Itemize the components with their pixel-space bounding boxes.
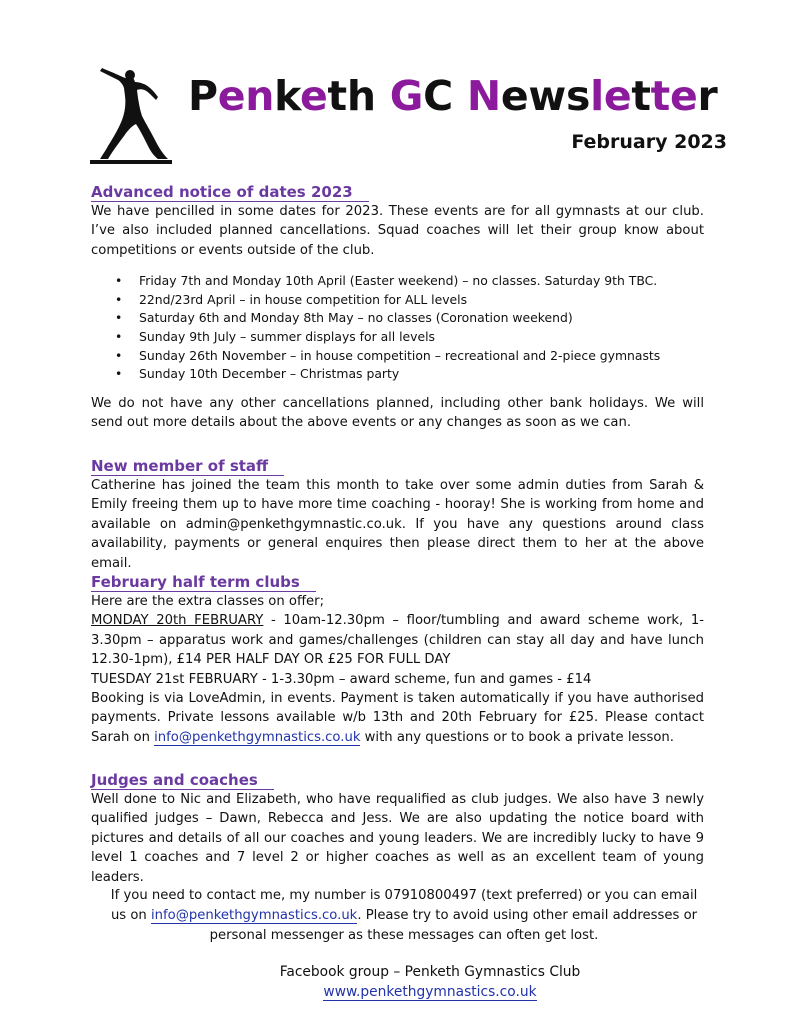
title-segment: C: [423, 72, 467, 120]
title-segment: N: [466, 72, 501, 120]
section-heading-halfterm: February half term clubs: [91, 573, 316, 592]
list-item: • Saturday 6th and Monday 8th May – no classes (Coronation weekend): [115, 309, 704, 328]
title-segment: k: [274, 72, 301, 120]
title-segment: r: [697, 72, 718, 120]
dates-list: [91, 272, 704, 384]
booking-end: with any questions or to book a private lesson.: [360, 729, 674, 745]
title-segment: en: [217, 72, 275, 120]
monday-label: MONDAY 20th FEBRUARY: [91, 613, 264, 629]
contact-email-link[interactable]: info@penkethgymnastics.co.uk: [150, 908, 358, 923]
title-segment: th: [327, 72, 390, 120]
booking-text: Booking is via LoveAdmin, in events. Payment is taken automatically if you have authorised payments. Private lessons available w/b 13th and 20th February for £25. Please contact Sarah on: [91, 691, 704, 745]
dates-intro: We have pencilled in some dates for 2023. These events are for all gymnasts at our club. I’ve also included planned cancellations. Squad coaches will let their group know about competitions or events outside of the club.: [91, 204, 704, 258]
title-segment: ews: [500, 72, 591, 120]
title-segment: P: [188, 72, 218, 120]
facebook-group: Facebook group – Penketh Gymnastics Club: [279, 964, 581, 980]
halfterm-tuesday: [91, 670, 704, 689]
section-judges: [91, 770, 704, 887]
website-link[interactable]: www.penkethgymnastics.co.uk: [323, 984, 537, 1000]
staff-text: Catherine has joined the team this month to take over some admin duties from Sarah & Emily freeing them up to have more time coaching - hooray! She is working from home and available on admin@penkethgymnastic.co.uk. If you have any questions around class availability, payments or general enquires then please direct them to her at the above email.: [91, 478, 704, 571]
footer: [240, 962, 620, 1002]
newsletter-title: [188, 72, 717, 120]
title-segment: le: [590, 72, 632, 120]
section-heading-judges: Judges and coaches: [91, 771, 274, 790]
title-segment: te: [650, 72, 698, 120]
section-heading-staff: New member of staff: [91, 457, 284, 476]
list-item: • 22nd/23rd April – in house competition for ALL levels: [115, 291, 704, 310]
section-staff: [91, 456, 704, 573]
list-item: • Sunday 26th November – in house competition – recreational and 2-piece gymnasts: [115, 347, 704, 366]
list-item: • Sunday 9th July – summer displays for all levels: [115, 328, 704, 347]
contact-text: [104, 886, 704, 946]
halfterm-monday: [91, 611, 704, 669]
contact-end: . Please try to avoid using other email addresses or personal messenger as these messages can often get lost.: [209, 908, 698, 943]
title-segment: t: [631, 72, 651, 120]
title-segment: e: [300, 72, 328, 120]
section-heading-dates: Advanced notice of dates 2023: [91, 183, 369, 202]
halfterm-booking: [91, 689, 704, 747]
judges-text: Well done to Nic and Elizabeth, who have requalified as club judges. We also have 3 newly qualified judges – Dawn, Rebecca and Jess. We are also updating the notice board with pictures and details of all our coaches and young leaders. We are incredibly lucky to have 9 level 1 coaches and 7 level 2 or higher coaches as well as an excellent team of young leaders.: [91, 792, 704, 885]
booking-email-link[interactable]: info@penkethgymnastics.co.uk: [154, 729, 361, 745]
title-segment: G: [389, 72, 424, 120]
gymnast-logo-icon: [88, 66, 174, 166]
section-halfterm: [91, 572, 704, 747]
tuesday-label: TUESDAY 21st FEBRUARY: [91, 671, 258, 687]
monday-text: - 10am-12.30pm – floor/tumbling and award scheme work, 1-3.30pm – apparatus work and games/challenges (children can stay all day and have lunch 12.30-1pm), £14 PER HALF DAY OR £25 FOR FULL DAY: [91, 613, 704, 668]
contact-start: If you need to contact me, my number is 07910800497 (text preferred) or you can email us on: [110, 888, 698, 923]
halfterm-intro: Here are the extra classes on offer;: [91, 594, 325, 609]
section-dates: [91, 182, 704, 433]
list-item: • Sunday 10th December – Christmas party: [115, 365, 704, 384]
newsletter-date: February 2023: [571, 131, 727, 153]
dates-outro: We do not have any other cancellations planned, including other bank holidays. We will send out more details about the above events or any changes as soon as we can.: [91, 395, 704, 431]
list-item: • Friday 7th and Monday 10th April (Easter weekend) – no classes. Saturday 9th TBC.: [115, 272, 704, 291]
tuesday-text: - 1-3.30pm – award scheme, fun and games - £14: [257, 671, 592, 687]
